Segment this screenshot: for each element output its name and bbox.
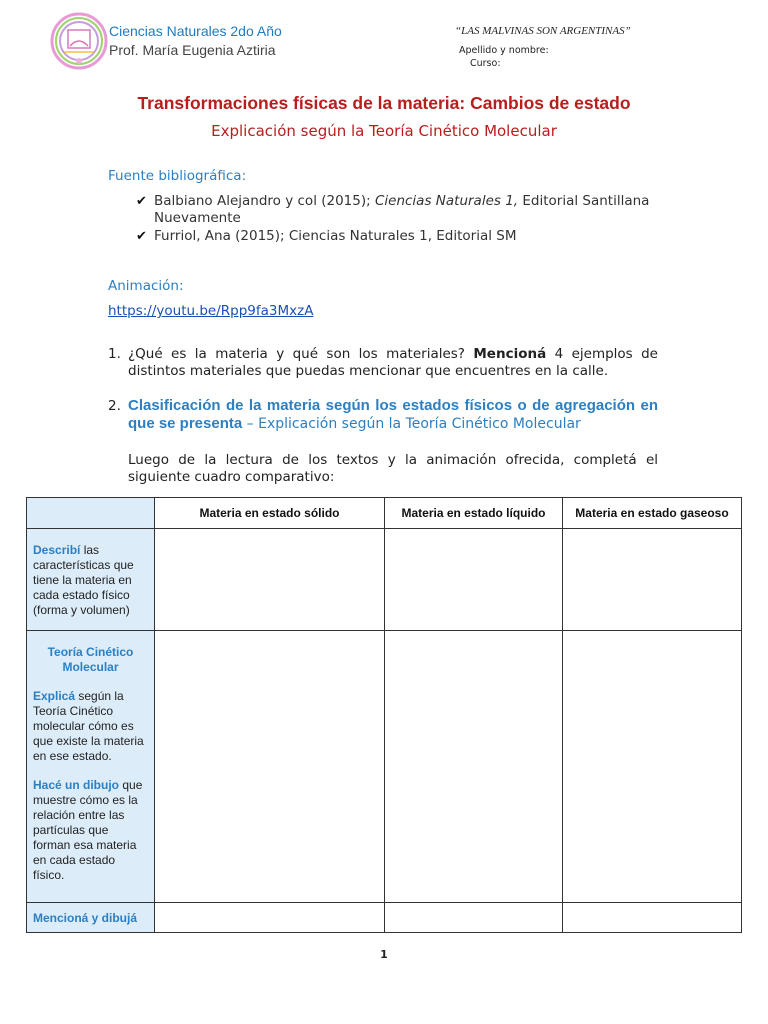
question-2: 2. Clasificación de la materia según los estados físicos o de agregación en que se presenta – Explicación según la Teoría Cinético Molecular <box>108 397 658 432</box>
table-header-gas: Materia en estado gaseoso <box>563 498 742 529</box>
page-number: 1 <box>380 948 388 961</box>
checkmark-icon: ✔ <box>136 229 147 244</box>
table-row <box>27 631 742 903</box>
answer-cell[interactable] <box>385 903 563 933</box>
source-item-2: ✔ Furriol, Ana (2015); Ciencias Naturales 1, Editorial SM <box>136 228 517 244</box>
comparison-table <box>26 497 742 933</box>
name-field-label: Apellido y nombre: <box>459 45 549 56</box>
answer-cell[interactable] <box>563 631 742 903</box>
school-seal-icon <box>50 12 108 70</box>
motto: “LAS MALVINAS SON ARGENTINAS” <box>455 25 631 37</box>
answer-cell[interactable] <box>155 903 385 933</box>
answer-cell[interactable] <box>155 529 385 631</box>
source-item-1: ✔ Balbiano Alejandro y col (2015); Ciencias Naturales 1, Editorial Santillana Nuevamente <box>136 193 650 226</box>
checkmark-icon: ✔ <box>136 194 147 209</box>
row-label-theory: Teoría Cinético Molecular Explicá según la Teoría Cinético molecular cómo es que existe la materia en ese estado. Hacé un dibujo que muestre cómo es la relación entre las partículas que forman esa materia en cada estado físico. <box>27 631 155 903</box>
animation-link[interactable]: https://youtu.be/Rpp9fa3MxzA <box>108 303 314 319</box>
table-header-row <box>27 498 742 529</box>
sources-label: Fuente bibliográfica: <box>108 168 247 184</box>
answer-cell[interactable] <box>563 529 742 631</box>
table-header-solid: Materia en estado sólido <box>155 498 385 529</box>
answer-cell[interactable] <box>385 529 563 631</box>
row-label-mention: Mencioná y dibujá <box>27 903 155 933</box>
answer-cell[interactable] <box>563 903 742 933</box>
answer-cell[interactable] <box>385 631 563 903</box>
table-row <box>27 903 742 933</box>
teacher-name: Prof. María Eugenia Aztiria <box>109 42 276 58</box>
question-1: 1. ¿Qué es la materia y qué son los materiales? Mencioná 4 ejemplos de distintos materiales que puedas mencionar que encuentres en la calle. <box>108 346 658 379</box>
table-header-liquid: Materia en estado líquido <box>385 498 563 529</box>
page-title: Transformaciones físicas de la materia: Cambios de estado <box>137 93 631 113</box>
table-header-empty <box>27 498 155 529</box>
table-row <box>27 529 742 631</box>
row-label-describe: Describí las características que tiene la materia en cada estado físico (forma y volumen) <box>27 529 155 631</box>
question-2-instructions: Luego de la lectura de los textos y la animación ofrecida, completá el siguiente cuadro comparativo: <box>128 452 658 485</box>
course-field-label: Curso: <box>470 58 501 69</box>
course-name: Ciencias Naturales 2do Año <box>109 23 282 39</box>
answer-cell[interactable] <box>155 631 385 903</box>
animation-label: Animación: <box>108 278 184 294</box>
page-subtitle: Explicación según la Teoría Cinético Molecular <box>211 122 557 140</box>
